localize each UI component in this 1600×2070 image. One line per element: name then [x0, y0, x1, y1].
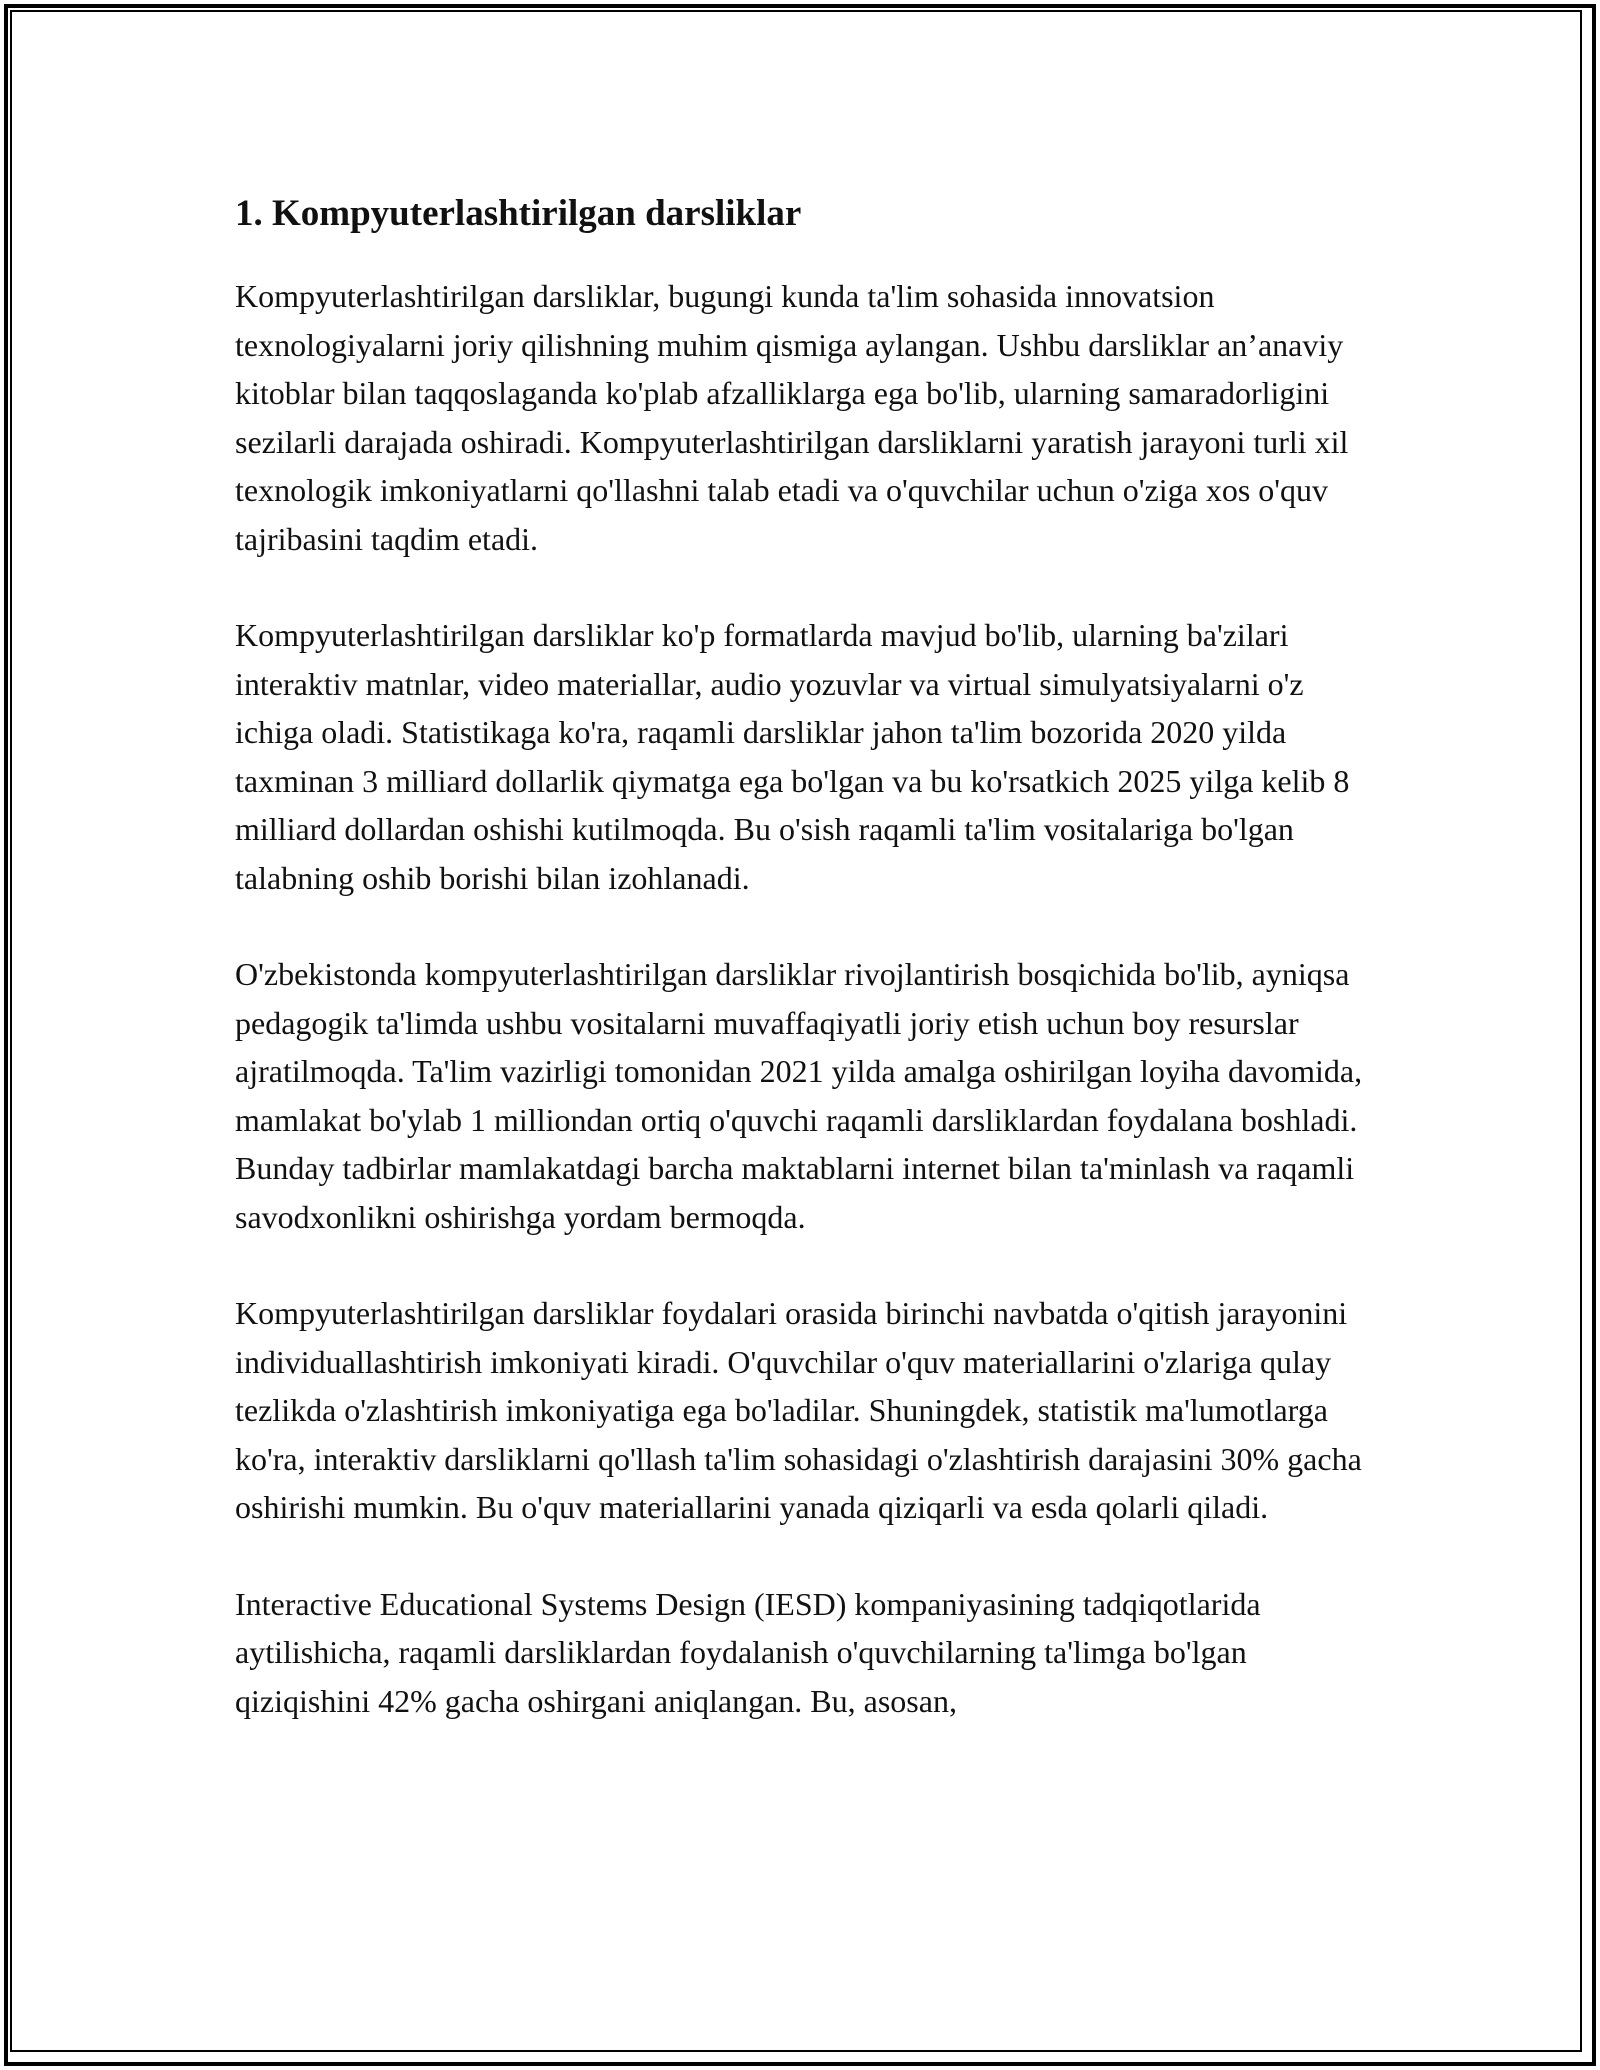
paragraph-1: Kompyuterlashtirilgan darsliklar, bugungi kunda ta'lim sohasida innovatsion texnologiyalarni joriy qilishning muhim qismiga aylangan. Ushbu darsliklar an’anaviy kitoblar bilan taqqoslaganda ko'plab afzalliklarga ega bo'lib, ularning samaradorligini sezilarli darajada oshiradi. Kompyuterlashtirilgan darsliklarni yaratish jarayoni turli xil texnologik imkoniyatlarni qo'llashni talab etadi va o'quvchilar uchun o'ziga xos o'quv tajribasini taqdim etadi.	[235, 278, 1349, 557]
document-page	[235, 186, 1385, 1773]
paragraph-2: Kompyuterlashtirilgan darsliklar ko'p formatlarda mavjud bo'lib, ularning ba'zilari interaktiv matnlar, video materiallar, audio yozuvlar va virtual simulyatsiyalarni o'z ichiga oladi. Statistikaga ko'ra, raqamli darsliklar jahon ta'lim bozorida 2020 yilda taxminan 3 milliard dollarlik qiymatga ega bo'lgan va bu ko'rsatkich 2025 yilga kelib 8 milliard dollardan oshishi kutilmoqda. Bu o'sish raqamli ta'lim vositalariga bo'lgan talabning oshib borishi bilan izohlanadi.	[235, 617, 1350, 896]
paragraph-4: Kompyuterlashtirilgan darsliklar foydalari orasida birinchi navbatda o'qitish jarayonini individuallashtirish imkoniyati kiradi. O'quvchilar o'quv materiallarini o'zlariga qulay tezlikda o'zlashtirish imkoniyatiga ega bo'ladilar. Shuningdek, statistik ma'lumotlarga ko'ra, interaktiv darsliklarni qo'llash ta'lim sohasidagi o'zlashtirish darajasini 30% gacha oshirishi mumkin. Bu o'quv materiallarini yanada qiziqarli va esda qolarli qiladi.	[235, 1295, 1362, 1525]
paragraph-5: Interactive Educational Systems Design (IESD) kompaniyasining tadqiqotlarida aytilishicha, raqamli darsliklardan foydalanish o'quvchilarning ta'limga bo'lgan qiziqishini 42% gacha oshirgani aniqlangan. Bu, asosan,	[235, 1585, 1261, 1719]
paragraph-3: O'zbekistonda kompyuterlashtirilgan darsliklar rivojlantirish bosqichida bo'lib, ayniqsa pedagogik ta'limda ushbu vositalarni muvaffaqiyatli joriy etish uchun boy resurslar ajratilmoqda. Ta'lim vazirligi tomonidan 2021 yilda amalga oshirilgan loyiha davomida, mamlakat bo'ylab 1 milliondan ortiq o'quvchi raqamli darsliklardan foydalana boshladi. Bunday tadbirlar mamlakatdagi barcha maktablarni internet bilan ta'minlash va raqamli savodxonlikni oshirishga yordam bermoqda.	[235, 956, 1363, 1235]
section-heading: 1. Kompyuterlashtirilgan darsliklar	[235, 193, 802, 234]
